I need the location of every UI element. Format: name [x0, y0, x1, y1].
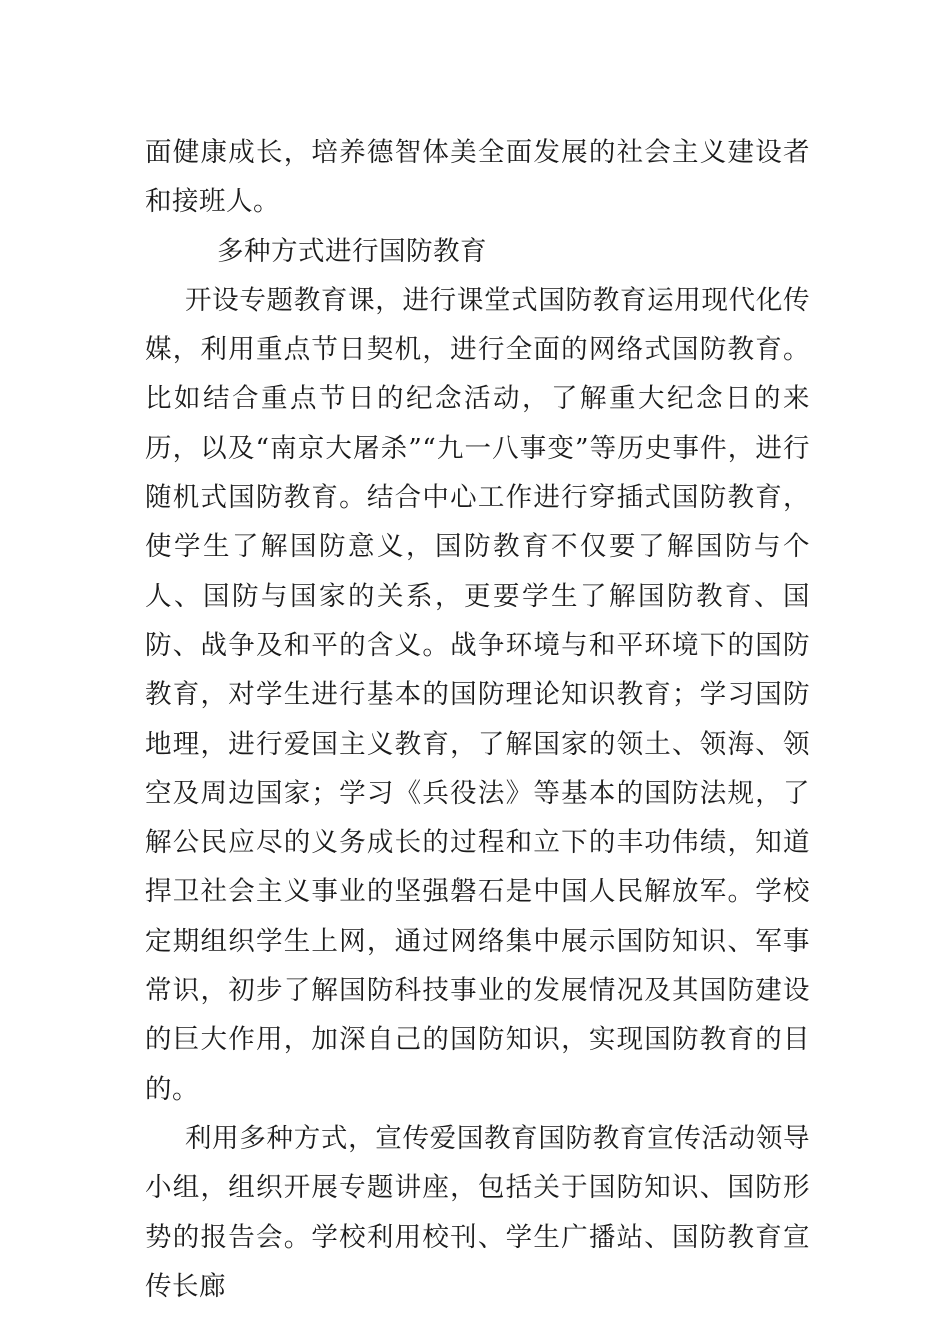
paragraph-body: 开设专题教育课，进行课堂式国防教育运用现代化传媒，利用重点节日契机，进行全面的网络式国防教育。比如结合重点节日的纪念活动，了解重大纪念日的来历，以及“南京大屠杀”“九一八事变”等历史事件，进行随机式国防教育。结合中心工作进行穿插式国防教育，使学生了解国防意义，国防教育不仅要了解国防与个人、国防与国家的关系，更要学生了解国防教育、国防、战争及和平的含义。战争环境与和平环境下的国防教育，对学生进行基本的国防理论知识教育；学习国防地理，进行爱国主义教育，了解国家的领土、领海、领空及周边国家；学习《兵役法》等基本的国防法规，了解公民应尽的义务成长的过程和立下的丰功伟绩，知道捍卫社会主义事业的坚强磐石是中国人民解放军。学校定期组织学生上网，通过网络集中展示国防知识、军事常识，初步了解国防科技事业的发展情况及其国防建设的巨大作用，加深自己的国防知识，实现国防教育的目的。	[145, 284, 810, 1105]
paragraph-body: 利用多种方式，宣传爱国教育国防教育宣传活动领导小组，组织开展专题讲座，包括关于国防知识、国防形势的报告会。学校利用校刊、学生广播站、国防教育宣传长廊	[145, 1122, 810, 1302]
paragraph-continuation: 面健康成长，培养德智体美全面发展的社会主义建设者和接班人。	[145, 137, 810, 218]
section-heading: 多种方式进行国防教育	[217, 235, 487, 267]
document-body	[145, 128, 810, 1311]
